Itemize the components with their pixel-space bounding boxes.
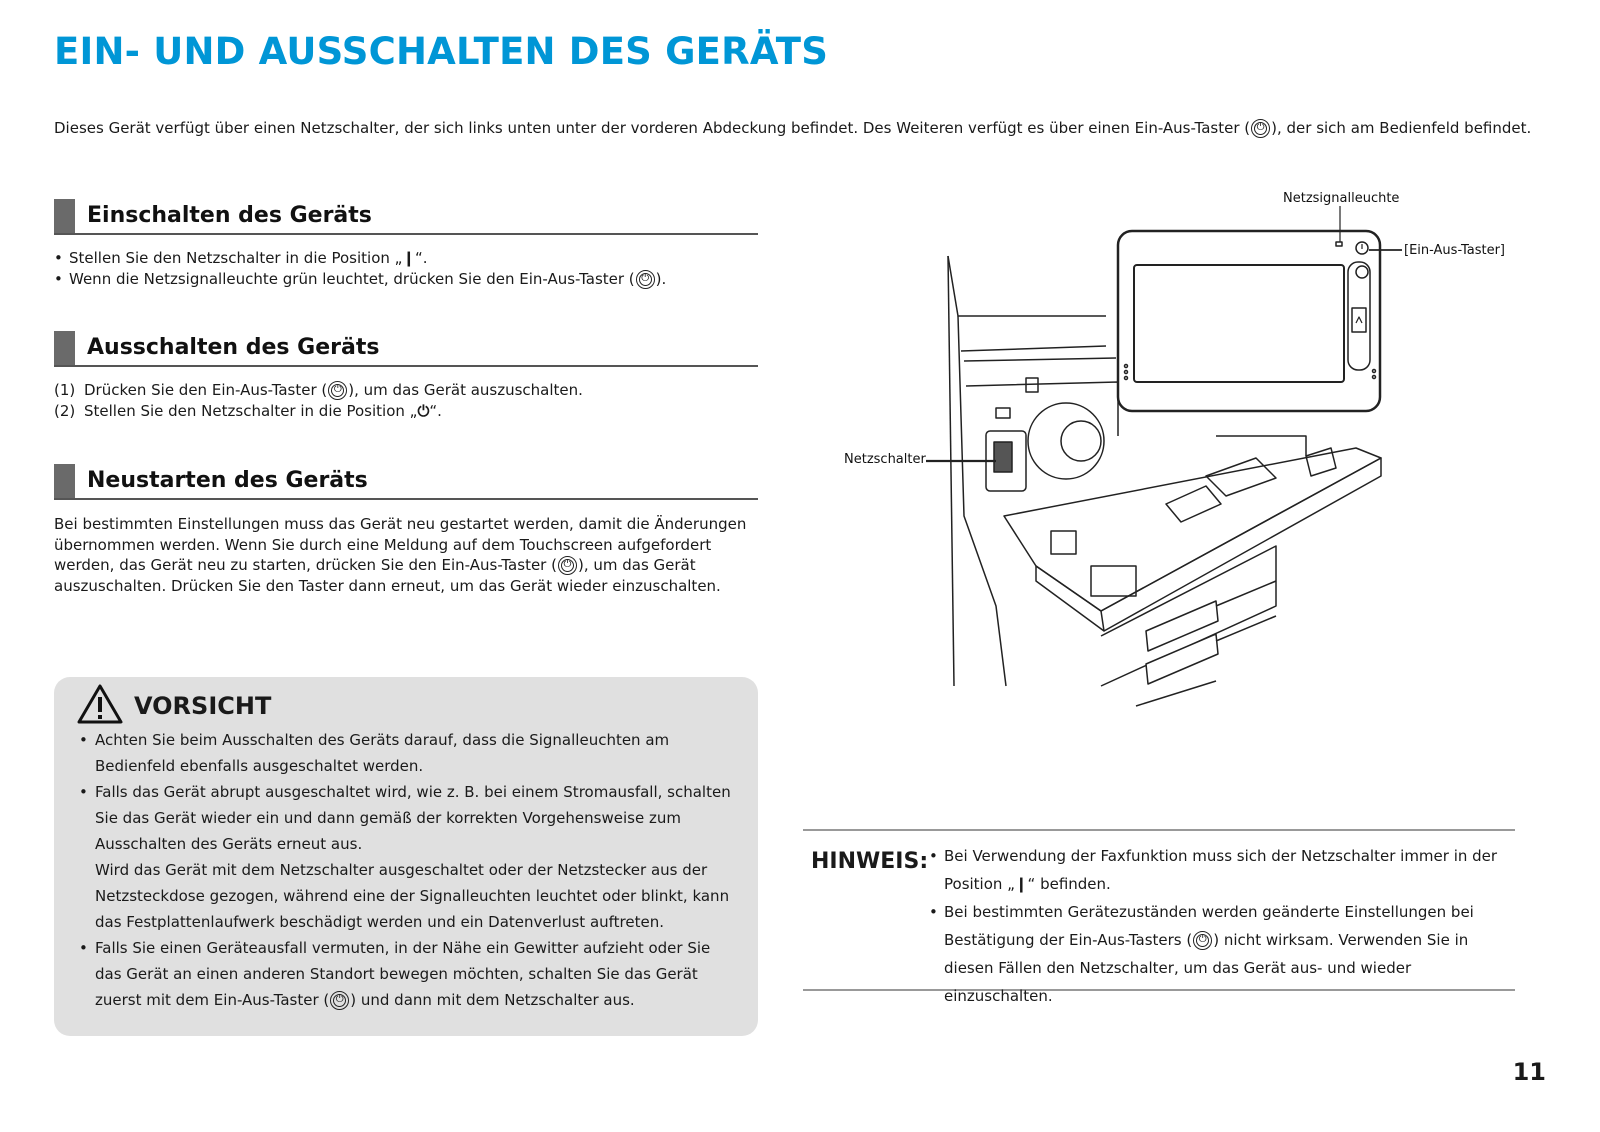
power-on-list [54, 248, 758, 289]
list-item-text: Bei Verwendung der Faxfunktion muss sich der Netzschalter immer in der Position „ [944, 847, 1498, 893]
section-header-power-off [54, 331, 758, 367]
list-item-text: Wenn die Netzsignalleuchte grün leuchtet, drücken Sie den Ein-Aus-Taster ( [69, 269, 635, 288]
printer-drawing [836, 186, 1526, 711]
list-item [54, 269, 758, 290]
list-item-text: “. [415, 249, 428, 267]
restart-text-part: Bei bestimmten Einstellungen muss das Gerät neu gestartet werden, damit die Änderungen übernommen werden. Wenn Sie durch eine Meldung auf dem Touchscreen aufgefordert werden, das Gerät neu zu starten, drücken Sie den Ein-Aus-Taster ( [54, 515, 747, 574]
label-power-signal-light: Netzsignalleuchte [1283, 191, 1400, 206]
section-title: Ausschalten des Geräts [87, 335, 380, 360]
list-item-text: Wird das Gerät mit dem Netzschalter ausgeschaltet oder der Netzstecker aus der Netzsteckdose gezogen, während eine der Signalleuchten leuchtet oder blinkt, kann das Festplattenlaufwerk beschädigt werden und ein Datenverlust auftreten. [95, 861, 730, 931]
list-item [54, 248, 758, 269]
list-item-text: Achten Sie beim Ausschalten des Geräts darauf, dass die Signalleuchten am Bedienfeld ebenfalls ausgeschaltet werden. [95, 731, 670, 775]
list-item [79, 727, 739, 779]
restart-text-part: ), um das Gerät auszuschalten. Drücken Sie den Taster dann erneut, um das Gerät wieder einzuschalten. [54, 556, 721, 595]
step-text: “. [429, 401, 442, 420]
intro-text-part: ), der sich am Bedienfeld befindet. [1271, 119, 1532, 137]
list-item-text: ) und dann mit dem Netzschalter aus. [350, 991, 635, 1009]
list-item [929, 842, 1515, 898]
section-marker [54, 464, 75, 498]
list-item-text: ). [655, 269, 667, 288]
list-item-text: ) nicht wirksam. Verwenden Sie in diesen Fällen den Netzschalter, um das Gerät aus- und wieder einzuschalten. [944, 931, 1469, 1005]
step-item [54, 401, 758, 422]
step-number: (1) [54, 381, 76, 399]
warning-icon [76, 683, 124, 725]
power-button-icon [328, 381, 347, 400]
list-item-text: Falls Sie einen Geräteausfall vermuten, in der Nähe ein Gewitter aufzieht oder Sie das Gerät an einen anderen Standort bewegen möchten, schalten Sie das Gerät zuerst mit dem Ein-Aus-Taster ( [95, 939, 711, 1009]
restart-text [54, 514, 758, 596]
caution-list [79, 727, 739, 1013]
list-item [79, 779, 739, 935]
list-item-text: Bei bestimmten Gerätezuständen werden geänderte Einstellungen bei Bestätigung der Ein-Aus-Tasters ( [944, 903, 1474, 949]
label-power-switch: Netzschalter [844, 452, 926, 467]
caution-box [54, 677, 758, 1036]
page-title: EIN- UND AUSSCHALTEN DES GERÄTS [54, 30, 829, 73]
standby-symbol-icon: ⏻ [417, 401, 430, 420]
section-title: Einschalten des Geräts [87, 203, 372, 228]
list-item-text: Falls das Gerät abrupt ausgeschaltet wird, wie z. B. bei einem Stromausfall, schalten Sie das Gerät wieder ein und dann gemäß der korrekten Vorgehensweise zum Ausschalten des Geräts erneut aus. [95, 783, 731, 853]
note-list [929, 842, 1515, 1010]
section-marker [54, 331, 75, 365]
step-number: (2) [54, 401, 76, 420]
section-header-power-on [54, 199, 758, 235]
step-item [54, 380, 758, 401]
section-header-restart [54, 464, 758, 500]
device-illustration [836, 186, 1526, 711]
power-off-steps [54, 380, 758, 421]
switch-on-symbol: ❙ [1014, 875, 1028, 893]
section-title: Neustarten des Geräts [87, 468, 368, 493]
list-item [929, 898, 1515, 1010]
list-item-text: “ befinden. [1027, 875, 1111, 893]
intro-text [54, 118, 1554, 138]
power-button-icon [330, 991, 349, 1010]
step-text: ), um das Gerät auszuschalten. [348, 381, 583, 399]
power-button-icon [1193, 931, 1212, 950]
list-item [79, 935, 739, 1013]
step-text: Drücken Sie den Ein-Aus-Taster ( [84, 381, 328, 399]
page-number: 11 [1512, 1058, 1546, 1086]
power-button-icon [636, 270, 655, 289]
section-marker [54, 199, 75, 233]
power-button-icon [558, 556, 577, 575]
caution-title: VORSICHT [134, 692, 272, 720]
note-box [803, 829, 1515, 1005]
intro-text-part: Dieses Gerät verfügt über einen Netzschalter, der sich links unten unter der vorderen Abdeckung befindet. Des Weiteren verfügt es über einen Ein-Aus-Taster ( [54, 119, 1251, 137]
switch-on-symbol: ❙ [402, 249, 416, 267]
power-button-icon [1251, 119, 1270, 138]
label-power-button: [Ein-Aus-Taster] [1404, 243, 1505, 258]
step-text: Stellen Sie den Netzschalter in die Position „ [84, 401, 418, 420]
note-label: HINWEIS: [811, 849, 929, 874]
list-item-text: Stellen Sie den Netzschalter in die Position „ [69, 249, 403, 267]
